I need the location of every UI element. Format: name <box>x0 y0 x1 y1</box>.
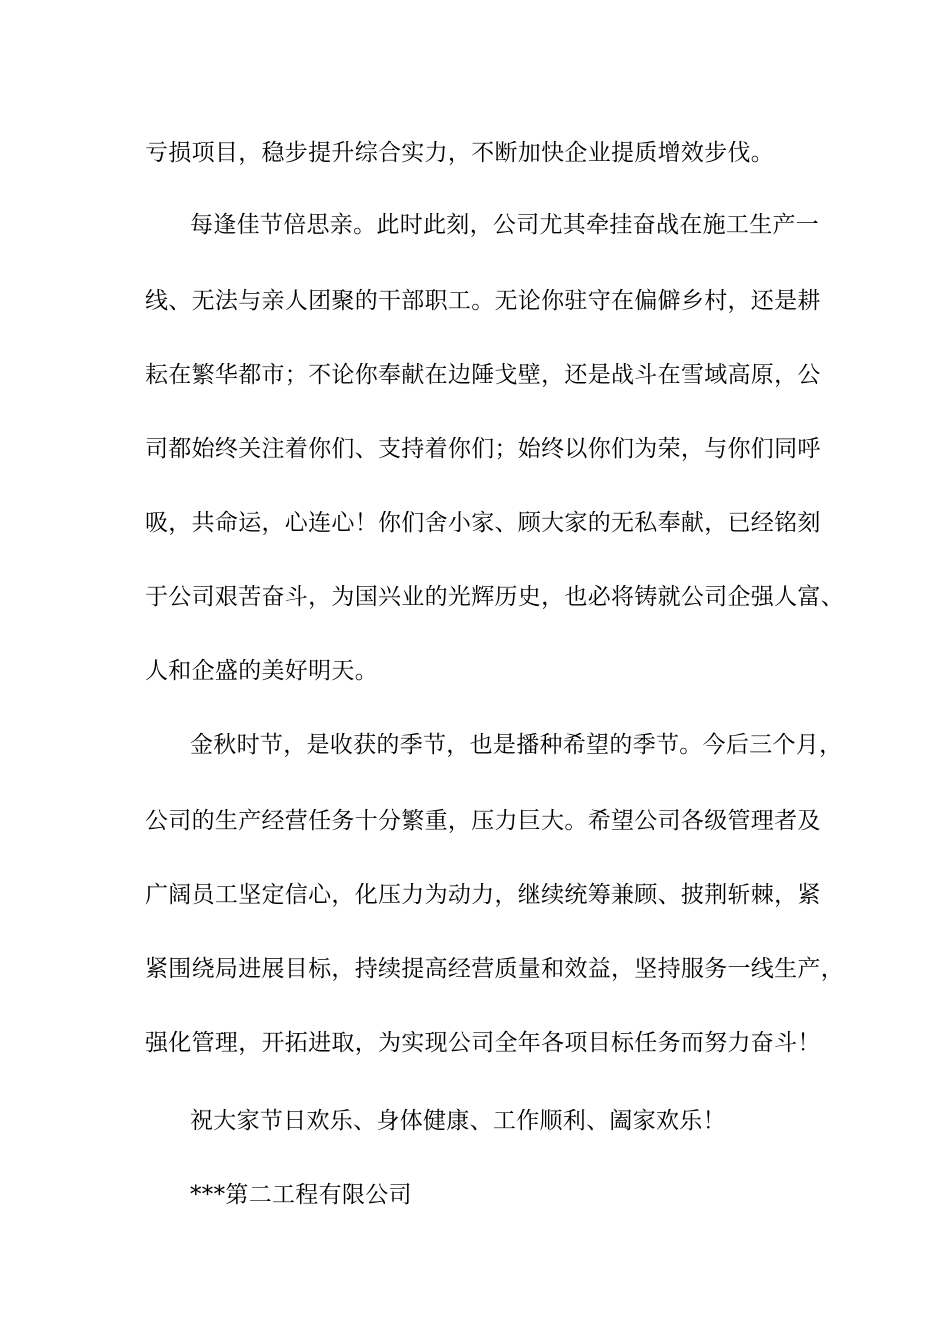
text-line-3: 线、无法与亲人团聚的干部职工。无论你驻守在偏僻乡村，还是耕 <box>145 288 821 314</box>
signature-company: ***第二工程有限公司 <box>190 1182 412 1208</box>
text-line-13: 强化管理，开拓进取，为实现公司全年各项目标任务而努力奋斗！ <box>145 1030 821 1056</box>
text-line-2: 每逢佳节倍思亲。此时此刻，公司尤其牵挂奋战在施工生产一 <box>190 212 820 238</box>
text-line-11: 广阔员工坚定信心，化压力为动力，继续统筹兼顾、披荆斩棘，紧 <box>145 882 821 908</box>
text-line-9: 金秋时节，是收获的季节，也是播种希望的季节。今后三个月， <box>190 732 843 758</box>
text-line-6: 吸，共命运，心连心！你们舍小家、顾大家的无私奉献，已经铭刻 <box>145 510 821 536</box>
text-line-7: 于公司艰苦奋斗，为国兴业的光辉历史，也必将铸就公司企强人富、 <box>145 584 844 610</box>
text-line-1: 亏损项目，稳步提升综合实力，不断加快企业提质增效步伐。 <box>145 140 775 166</box>
text-line-10: 公司的生产经营任务十分繁重，压力巨大。希望公司各级管理者及 <box>145 808 821 834</box>
text-line-8: 人和企盛的美好明天。 <box>145 658 378 684</box>
text-line-5: 司都始终关注着你们、支持着你们；始终以你们为荣，与你们同呼 <box>145 436 821 462</box>
text-line-12: 紧围绕局进展目标，持续提高经营质量和效益，坚持服务一线生产， <box>145 956 844 982</box>
text-line-14: 祝大家节日欢乐、身体健康、工作顺利、阖家欢乐！ <box>190 1108 726 1134</box>
text-line-4: 耘在繁华都市；不论你奉献在边陲戈壁，还是战斗在雪域高原，公 <box>145 362 821 388</box>
